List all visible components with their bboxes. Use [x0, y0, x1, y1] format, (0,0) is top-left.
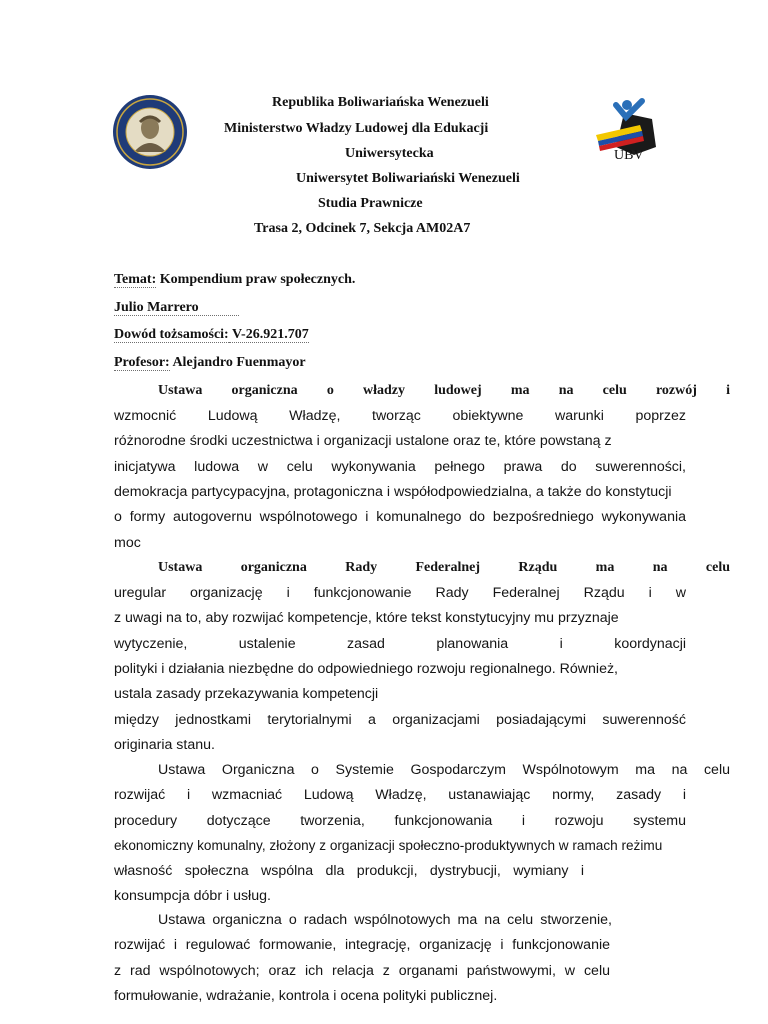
paragraph-2-line: między jednostkami terytorialnymi a organizacjami posiadającymi suwerenność — [114, 712, 686, 728]
author-line — [114, 300, 239, 316]
header-university: Uniwersytet Boliwariański Wenezueli — [296, 171, 520, 186]
paragraph-2-line: z uwagi na to, aby rozwijać kompetencje, które tekst konstytucyjny mu przyznaje — [114, 610, 619, 626]
paragraph-2-line: originaria stanu. — [114, 737, 215, 753]
paragraph-3-line: ekonomiczny komunalny, złożony z organizacji społeczno-produktywnych w ramach reżimu — [114, 838, 663, 853]
header-republic: Republika Boliwariańska Wenezueli — [272, 95, 489, 110]
header-uni-type: Uniwersytecka — [345, 146, 434, 161]
paragraph-2-line: Ustawa organiczna Rady Federalnej Rządu ma na celu — [158, 560, 730, 575]
professor-label: Profesor: — [114, 355, 170, 370]
topic-line — [114, 272, 355, 288]
topic-value: Kompendium praw społecznych. — [156, 272, 356, 287]
id-value: V-26.921.707 — [228, 327, 309, 342]
author-name: Julio Marrero — [114, 300, 239, 316]
paragraph-1-line: o formy autogovernu wspólnotowego i komunalnego do bezpośredniego wykonywania — [114, 509, 686, 525]
paragraph-1-line: wzmocnić Ludową Władzę, tworząc obiektywne warunki poprzez — [114, 408, 686, 424]
paragraph-1-line: różnorodne środki uczestnictwa i organizacji ustalone oraz te, które powstaną z — [114, 433, 612, 449]
paragraph-4-line: Ustawa organiczna o radach wspólnotowych ma na celu stworzenie, — [158, 912, 612, 928]
paragraph-2-line: ustala zasady przekazywania kompetencji — [114, 686, 379, 702]
paragraph-2-line: wytyczenie, ustalenie zasad planowania i koordynacji — [114, 636, 686, 652]
paragraph-1-line: demokracja partycypacyjna, protagoniczna i współodpowiedzialna, a także do konstytucji — [114, 484, 672, 500]
paragraph-4-line: rozwijać i regulować formowanie, integrację, organizację i funkcjonowanie — [114, 937, 610, 953]
paragraph-3-line: konsumpcja dóbr i usług. — [114, 888, 271, 904]
professor-value: Alejandro Fuenmayor — [169, 355, 306, 370]
id-line — [114, 327, 309, 343]
ubv-logo — [594, 95, 664, 161]
paragraph-3-line: własność społeczna wspólna dla produkcji, dystrybucji, wymiany i — [114, 863, 584, 879]
header-faculty: Studia Prawnicze — [318, 196, 423, 211]
paragraph-4-line: formułowanie, wdrażanie, kontrola i ocena polityki publicznej. — [114, 988, 498, 1004]
header-section: Trasa 2, Odcinek 7, Sekcja AM02A7 — [254, 221, 471, 236]
paragraph-3-line: rozwijać i wzmacniać Ludową Władzę, ustanawiając normy, zasady i — [114, 787, 686, 803]
topic-label: Temat: — [114, 272, 157, 287]
paragraph-2-line: uregular organizację i funkcjonowanie Rady Federalnej Rządu i w — [114, 585, 686, 601]
paragraph-4-line: z rad wspólnotowych; oraz ich relacja z organami państwowymi, w celu — [114, 963, 610, 979]
paragraph-3-line: Ustawa Organiczna o Systemie Gospodarczym Wspólnotowym ma na celu — [158, 762, 730, 778]
ubv-logo-text: UBV — [614, 148, 644, 161]
paragraph-3-line: procedury dotyczące tworzenia, funkcjonowania i rozwoju systemu — [114, 813, 686, 829]
university-seal-logo — [112, 94, 188, 170]
header-ministry: Ministerstwo Władzy Ludowej dla Edukacji — [224, 121, 489, 136]
paragraph-2-line: polityki i działania niezbędne do odpowiedniego rozwoju regionalnego. Również, — [114, 661, 618, 677]
id-label: Dowód tożsamości: — [114, 327, 229, 342]
paragraph-1-line: Ustawa organiczna o władzy ludowej ma na celu rozwój i — [158, 383, 730, 398]
professor-line — [114, 355, 306, 371]
paragraph-1-line: inicjatywa ludowa w celu wykonywania pełnego prawa do suwerenności, — [114, 459, 686, 475]
paragraph-1-line: moc — [114, 535, 141, 551]
